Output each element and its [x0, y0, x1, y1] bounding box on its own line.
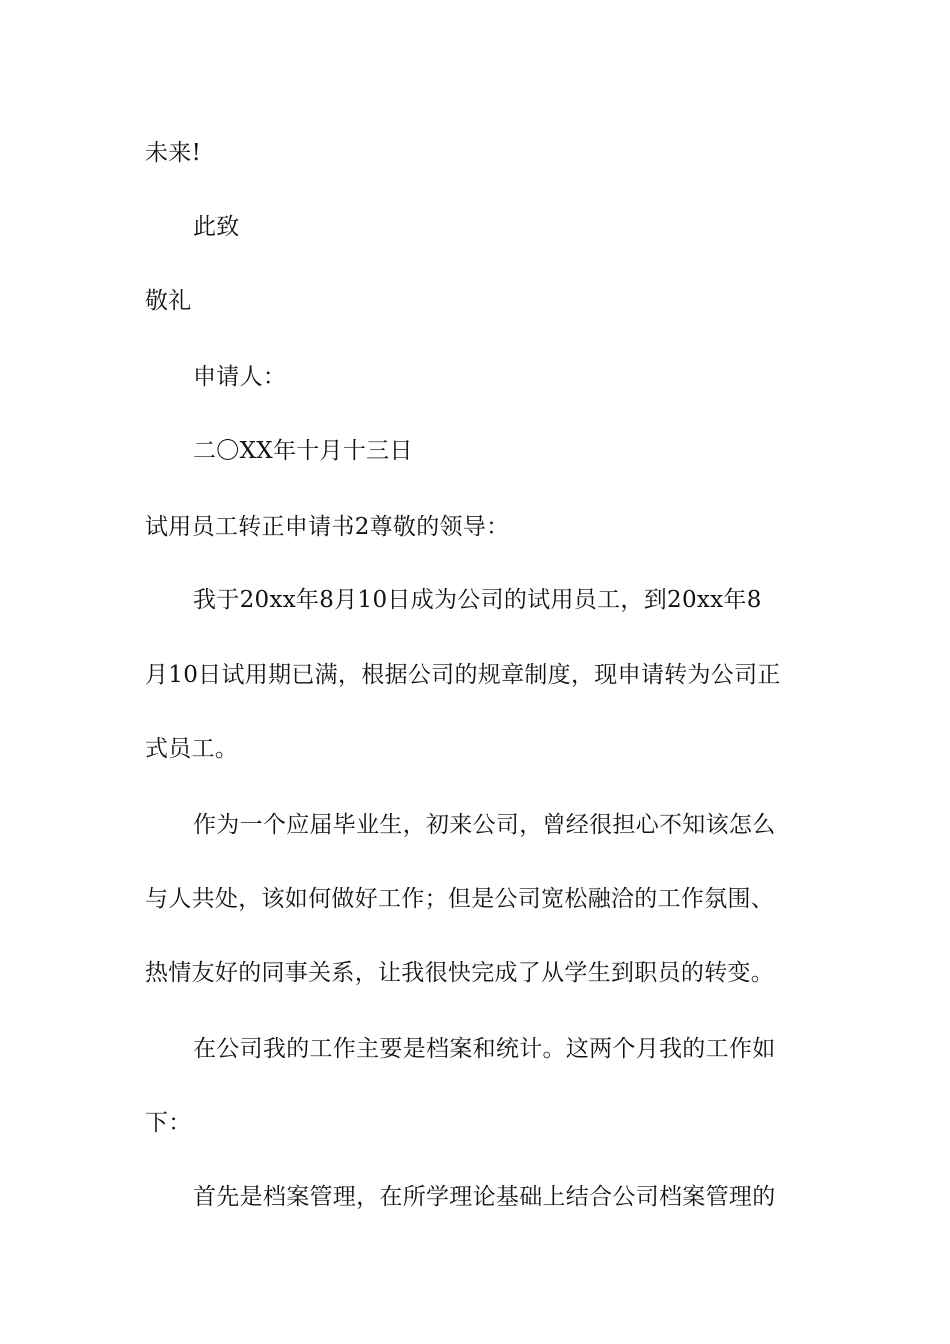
text-line-paragraph-3b: 下：: [145, 1110, 192, 1136]
text-line-paragraph-2c: 热情友好的同事关系，让我很快完成了从学生到职员的转变。: [145, 960, 775, 986]
text-line-heading: 试用员工转正申请书2尊敬的领导：: [145, 514, 510, 540]
text-line-closing-fragment: 未来!: [145, 140, 202, 166]
text-line-paragraph-2b: 与人共处，该如何做好工作；但是公司宽松融洽的工作氛围、: [145, 886, 775, 912]
text-line-paragraph-3a: 在公司我的工作主要是档案和统计。这两个月我的工作如: [193, 1036, 776, 1062]
text-line-regards: 敬礼: [145, 288, 192, 314]
text-line-date: 二〇XX年十月十三日: [193, 438, 413, 464]
text-line-paragraph-2a: 作为一个应届毕业生，初来公司，曾经很担心不知该怎么: [193, 812, 776, 838]
text-line-paragraph-1b: 月10日试用期已满，根据公司的规章制度，现申请转为公司正: [145, 662, 781, 688]
text-line-paragraph-1c: 式员工。: [145, 736, 239, 762]
text-line-salutation: 此致: [193, 214, 240, 240]
text-line-paragraph-1a: 我于20xx年8月10日成为公司的试用员工，到20xx年8: [193, 587, 762, 613]
text-line-paragraph-4a: 首先是档案管理，在所学理论基础上结合公司档案管理的: [193, 1184, 776, 1210]
text-line-applicant: 申请人：: [193, 364, 287, 390]
